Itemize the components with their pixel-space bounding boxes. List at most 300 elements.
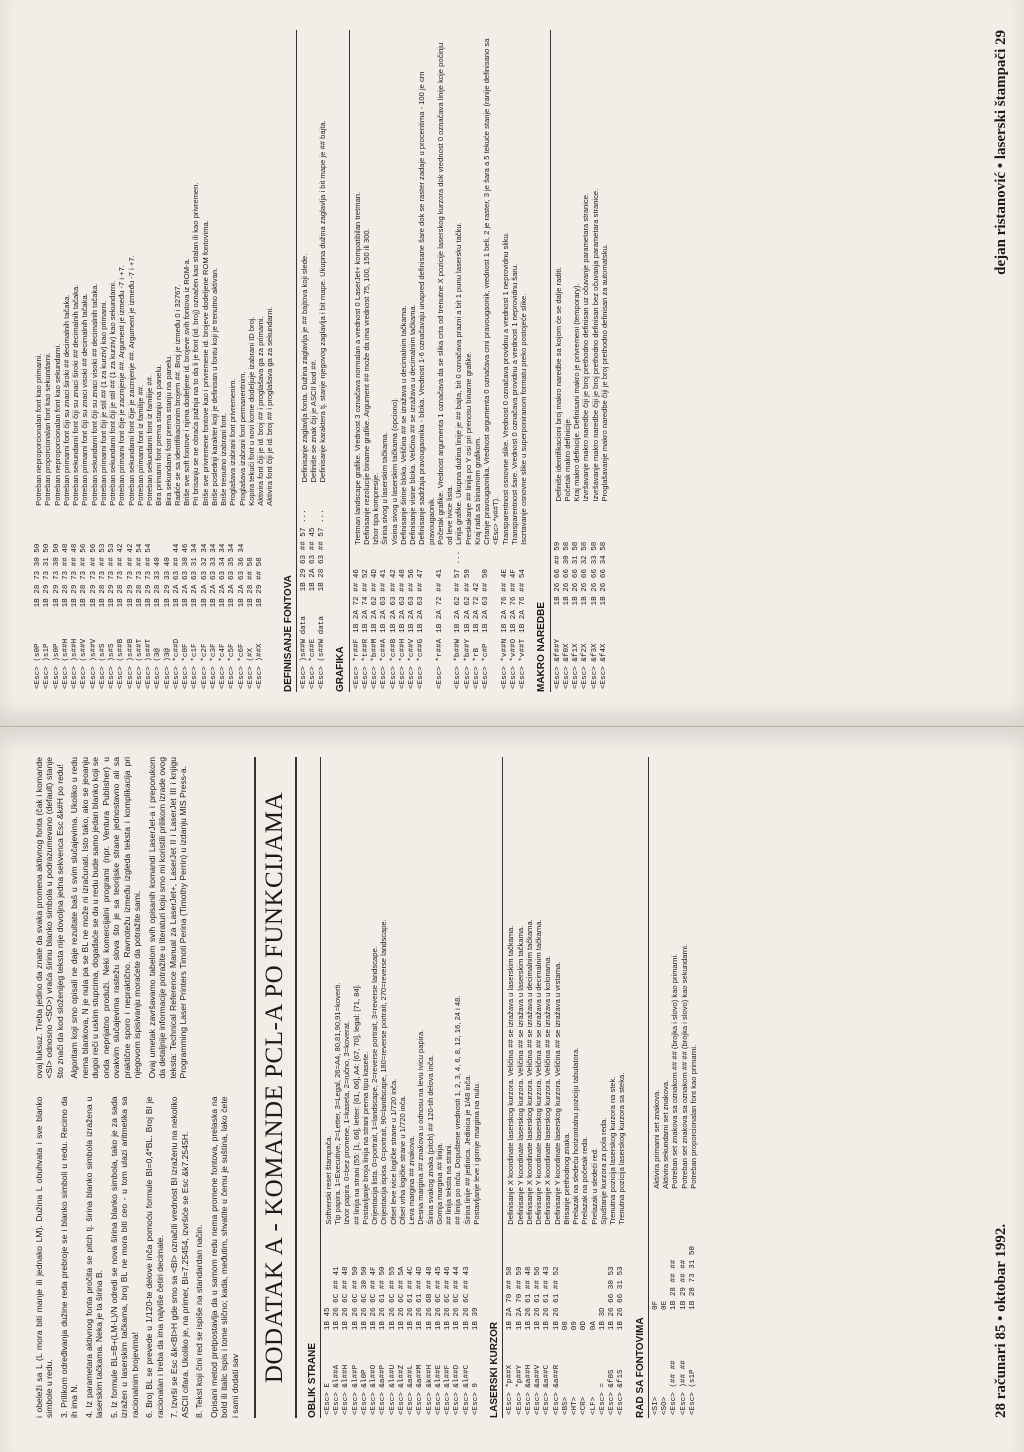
table-row (309, 30, 318, 692)
hex-code: 1B 26 61 ## 56 (534, 1266, 543, 1331)
hex-code: 1B 28 73 ## 56 (80, 543, 89, 608)
escape-sequence: <Esc> &a##L (407, 1364, 416, 1415)
left-page (0, 726, 1024, 1452)
description: Aktivira sekundarni set znakova. (661, 1079, 671, 1189)
hex-code: 1B 2A 70 ## 58 (506, 1266, 515, 1331)
table-row (562, 757, 571, 1418)
table-row (300, 30, 309, 692)
table-row (34, 30, 43, 692)
hex-code: 1B 26 6C ## 50 (351, 1266, 360, 1331)
description: Aktivira font čiji je id. broj ## i proglašava ga za sekundarni. (265, 306, 275, 506)
hex-code: 1B 26 6C ## 55 (388, 1266, 397, 1331)
hex-code: 1B 26 61 ## 4C (407, 1266, 416, 1331)
description: Početak makro definicije. (562, 417, 572, 502)
escape-sequence: <Esc> &l##H (342, 1364, 351, 1415)
hex-code: 1B 2A 63 33 34 (209, 543, 218, 608)
hex-code: 1B 2A 63 34 34 (219, 543, 227, 608)
table-row (463, 757, 472, 1418)
description: Trenutna pozicija laserskog kurzora na stek. (608, 1076, 618, 1225)
hex-code: 1B 26 6C ## 46 (444, 1266, 453, 1331)
escape-sequence: <Esc> (s##V (80, 638, 89, 689)
escape-sequence: <BS> (561, 1396, 570, 1415)
command-table (554, 30, 610, 692)
hex-code: 1B 2A 76 ## 4F (509, 569, 518, 633)
command-tables-left (307, 757, 698, 1418)
description: Potreban set znakova sa oznakom ## ## (brojka i slovo) kao sekundarni. (679, 943, 689, 1189)
section-heading: OBLIK STRANE (307, 757, 321, 1418)
escape-sequence: <Esc> &f1S (617, 1369, 626, 1415)
table-row (571, 757, 580, 1418)
escape-sequence: <Esc> *r##A (435, 638, 444, 689)
description: Definisanje sadržaja pravougaonika - bloka. Vrednost 1-6 označavaju unapred definisane šare dok se raster zadaje u procentima - 100 je crn pravougaonik. (417, 71, 436, 545)
escape-sequence: <Esc> )##X (256, 643, 264, 689)
hex-code: 1B 29 33 40 (163, 557, 172, 608)
description: Proglašava izabrani font permanentnim. (237, 371, 247, 506)
description: Izvor papira. 0=bez promene, 1=kaseta, 2=ručno, 3=koverat. (342, 1020, 352, 1225)
table-row (53, 30, 62, 692)
escape-sequence: <Esc> (s##T (135, 638, 144, 689)
hex-code: 1B 2A 72 ## 41 (435, 569, 444, 633)
escape-sequence: <Esc> )s##W data (299, 616, 308, 689)
description: Potreban primarni font čije je zacrnjenje ##. Argument je između -7 i +7. (117, 265, 127, 506)
hex-code: 1B 29 63 ## 57 ... (299, 509, 308, 592)
escape-sequence: <Esc> &f0S (608, 1369, 617, 1415)
table-row (444, 757, 453, 1418)
description: Definisanje Y koordinate laserskog kurzora. Veličina ## se izražava u vrstama. (552, 961, 562, 1225)
description: Visina sivog u laserskim tačkama (opciono). (389, 397, 399, 545)
description: Potreban neproporcionalan font kao sekundarni. (52, 343, 62, 506)
table-row (501, 30, 510, 692)
paragraph: 5. Iz formule BL=B+(LM-L)/N odredi se nova širina blanko simbola, tako je za sada izražen u laserskim tačkama, broj BL ne mora biti ceo - u tom ulazi aritmetika sa racionalnim brojevima! (108, 1096, 140, 1418)
description: Potreban primarni font iz familije ##. (135, 384, 145, 506)
hex-code: 1B 28 73 ## 54 (135, 543, 144, 608)
hex-code: 0E (661, 1300, 670, 1310)
hex-code: 1B 29 73 31 50 (43, 543, 52, 608)
hex-code: 1B 26 66 34 58 (599, 541, 608, 606)
table-row (379, 757, 388, 1418)
hex-code: 1B 2A 62 ## 57 ... (454, 550, 463, 633)
table-row (43, 30, 52, 692)
escape-sequence: <Esc> (s##H (61, 638, 70, 689)
description: ## linija teksta na strani. (444, 1143, 454, 1225)
hex-code: 1B 2A 63 35 34 (228, 543, 237, 608)
table-row (416, 757, 425, 1418)
escape-sequence: <Esc> )s##H (71, 638, 79, 689)
hex-code: 1B 26 66 ## 59 (553, 541, 562, 606)
description: Tip papira. 1=Executive, 2=Letter, 3=Legal, 26=A4, 80,81,90,91=koverti. (333, 982, 343, 1225)
hex-code: 1B 29 ## ## (679, 1259, 688, 1310)
description: Prelazak na početak reda. (580, 1136, 590, 1225)
table-row (473, 30, 482, 692)
description: Definisanje zaglavlja fonta. Dužina zaglavlja je ## bajtova koji slede. (299, 253, 309, 483)
escape-sequence: <Esc> )## ## (679, 1360, 688, 1415)
table-row (407, 757, 416, 1418)
escape-sequence: <Esc> (3@ (154, 647, 163, 689)
table-row (617, 757, 626, 1418)
hex-code: 1B 29 73 ## 54 (145, 543, 153, 608)
escape-sequence: <Esc> *c##V (408, 638, 417, 689)
description: Potreban primarni font čiji je stil ## (1 za kurziv) kao primarni. (98, 300, 108, 506)
hex-code: 1B 2A 62 ## 59 (463, 569, 472, 633)
escape-sequence: <Esc> &f##Y (553, 638, 562, 689)
escape-sequence: <Esc> &l##E (434, 1364, 443, 1415)
escape-sequence: <Esc> )s1P (43, 643, 52, 689)
section-heading: DEFINISANJE FONTOVA (283, 30, 297, 692)
description: Postavljanje broja linija na strani prema tipu kasete. (360, 1051, 370, 1225)
description: Spuštanje kurzora za pola reda. (598, 1117, 608, 1225)
table-row (453, 757, 462, 1418)
escape-sequence: <Esc> &l0P (360, 1369, 369, 1415)
description: Definisanje rezolucije binarne grafike. Argument ## može da ima vrednost 75, 100, 150 ili 300. (361, 228, 371, 545)
escape-sequence: <Esc> *c##H (398, 638, 407, 689)
hex-code: 1B 2A 63 31 34 (191, 543, 200, 608)
hex-code: 1B 26 6C ## 4F (370, 1266, 379, 1331)
hex-code: 1B 26 6C ## 43 (462, 1266, 471, 1331)
escape-sequence: <Esc> &a##R (552, 1364, 561, 1415)
table-row (590, 757, 599, 1418)
hex-code: 08 (561, 1321, 570, 1331)
description: Pri brisanju se ne obraća pažnja na to da li je font (id. broj) označen kao stalan ili kao privremen. (191, 182, 201, 506)
escape-sequence: <Esc> = (598, 1383, 607, 1415)
hex-code: 1B 26 66 31 58 (572, 541, 581, 606)
table-row (519, 30, 528, 692)
description: Definisanje Y koordinate laserskog kurzora. Veličina ## se izražava u laserskim tačkama. (515, 925, 525, 1225)
hex-code: 1B 2A 63 ## 56 (408, 569, 417, 633)
description: Aktivira primarni set znakova. (651, 1089, 661, 1189)
description: Ofset vrha logičke strane u 1/720 inča. (397, 1095, 407, 1225)
table-row (554, 30, 563, 692)
hex-code: 1B 2A 76 ## 54 (519, 569, 528, 633)
command-table (324, 757, 481, 1418)
hex-code: 1B 26 61 ## 52 (552, 1266, 561, 1331)
table-row (408, 30, 417, 692)
table-row (482, 30, 501, 692)
table-row (464, 30, 473, 692)
table-row (228, 30, 237, 692)
description: Kraj makro definicije. Definisani makro je privremeni (temporary). (572, 283, 582, 502)
escape-sequence: <Esc> )s##B (126, 638, 135, 689)
hex-code: 1B 29 73 ## 56 (89, 543, 98, 608)
description: Linija grafike. Ukupna dužina linije je ## bajta, bit 0 označava prazni a bit 1 punu lasersku tačku. (454, 222, 464, 545)
escape-sequence: <Esc> &f4X (599, 643, 608, 689)
hex-code: 1B 29 73 30 50 (52, 543, 61, 608)
table-row (689, 757, 698, 1418)
description: Širina linije ## jedinica. Jedinica je 1/48 inča. (462, 1074, 472, 1225)
table-row (247, 30, 256, 692)
description: Definisanje karaktera tj. stanje njegovog zaglavlja i bit mape. Ukupna dužina zaglavlja i bit mape je ## bajta. (318, 120, 328, 483)
table-row (108, 30, 117, 692)
table-row (154, 30, 163, 692)
hex-code: 1B 26 61 ## 43 (543, 1266, 552, 1331)
table-row (145, 30, 154, 692)
hex-code: 1B 28 73 31 50 (688, 1246, 697, 1310)
description: Orijentacija lista. 0=portrait, 1=landscape, 2=reverse portrait, 3=reverse landscape. (370, 946, 380, 1225)
hex-code: 1B 28 63 ## 57 ... (318, 509, 327, 592)
hex-code: 1B 26 6C 30 50 (360, 1266, 369, 1331)
description: Potreban primarni font čiji su znaci široki ## decimalnih tačaka. (61, 294, 71, 506)
description: ## linija po inču. Dopuštene vrednosti 1, 2, 3, 4, 6, 8, 12, 16, 24 i 48. (453, 995, 463, 1225)
escape-sequence: <Esc> *c0F (182, 643, 190, 689)
intro-text (34, 757, 244, 1418)
table-row (435, 757, 444, 1418)
description: Potreban sekundarni font čije je zacrnjenje ##. Argument je između -7 i +7. (126, 255, 136, 506)
escape-sequence: <Esc> &l##Z (397, 1364, 406, 1415)
escape-sequence: <Esc> (s#S (98, 643, 107, 689)
hex-code: 1B 29 73 ## 42 (126, 543, 135, 608)
table-row (265, 30, 274, 692)
escape-sequence: <HT> (571, 1396, 580, 1415)
table-row (361, 757, 370, 1418)
description: Proglašavanje makro naredbe čiji je broj prethodno definisan za automatsku. (599, 244, 609, 502)
escape-sequence: <CR> (580, 1396, 589, 1415)
hex-code: 0D (580, 1321, 589, 1331)
table-row (62, 30, 71, 692)
hex-code: 1B 2A 63 ## 44 (172, 543, 181, 608)
escape-sequence: <Esc> *r##F (352, 638, 361, 689)
description: Izvršavanje makro naredbe čiji je broj prethodno definisan bez očuvanja parametara stranice. (590, 188, 600, 502)
escape-sequence: <Esc> *c##A (380, 638, 389, 689)
escape-sequence: <Esc> &l##A (333, 1364, 342, 1415)
table-row (680, 757, 689, 1418)
table-row (472, 757, 481, 1418)
hex-code: 1B 26 6B ## 48 (425, 1266, 434, 1331)
page-footer-right: dejan ristanović • laserski štampači 29 (992, 30, 1009, 275)
description: Leva margina ## znakova. (407, 1135, 417, 1225)
table-row (256, 30, 265, 692)
description: Bira primarni font prema stanju na panelu. (154, 364, 164, 506)
hex-code: 1B 3D (598, 1307, 607, 1331)
table-row (399, 30, 408, 692)
escape-sequence: <Esc> (s##B (117, 638, 126, 689)
escape-sequence: <Esc> &a##H (524, 1364, 533, 1415)
escape-sequence: <Esc> &a##P (379, 1364, 388, 1415)
hex-code: 1B 2A 63 ## 48 (398, 569, 407, 633)
escape-sequence: <Esc> *c1F (191, 643, 200, 689)
table-row (436, 30, 455, 692)
table-row (608, 757, 617, 1418)
hex-code: 1B 29 73 ## 48 (71, 543, 79, 608)
escape-sequence: <Esc> &f0X (562, 643, 571, 689)
paragraph: 4. Iz parametara aktivnog fonta pročita se pitch tj. širina blanko simbola izražena u laserskim tačkama. Neka je ta širina B. (83, 1096, 105, 1418)
hex-code: 1B 2A 63 ## 50 (482, 569, 491, 633)
escape-sequence: <Esc> (#X (246, 647, 255, 689)
table-row (117, 30, 126, 692)
hex-code: 1B 2A 63 ## 45 (308, 527, 317, 592)
escape-sequence: <SI> (651, 1396, 660, 1415)
paragraph: Algoritam koji smo opisali ne daje rezultate baš u svim slučajevima. Ukoliko u redu nema blankova, N je nula pa se BL ne može ni izračunati. Isto tako, ako se jeoanju dugoi reči u uskim stupcima, događaće se da u redu bude samo jedan blanko koji se onda neprijatno produži. Neki komercijalni programi (npr. Ventura Publisher) u ovakvim slučajevima rastežu slova što je sa teorijske strane jednostavno ali sa praktične sporo i nepraktično. Ravnotežu između izgleda teksta i komplikacija pri njegovom ispisivanju moraćete da potražite sami. (69, 756, 143, 1079)
escape-sequence: <Esc> )s#S (108, 643, 116, 689)
table-row (90, 30, 99, 692)
description: Definiše identifikacioni broj makro naredbe sa kojom će se dalje raditi. (553, 266, 563, 502)
paragraph: Ovaj umetak završavamo tabelom svih opisanih komandi LaserJet-a i preporukom da detaljnije informacije potražite u literaturi koju smo mi koristili prilikom izrade ovog teksta: Technical Reference Manual za LaserJet+, LaserJet II i LaserJet III i knjigu Programming Laser Printers Timoti Perina (Timothy Perrin) u izdanju MIS Press-a. (146, 757, 189, 1079)
hex-code: 1B 26 66 30 58 (562, 541, 571, 606)
hex-code: 1B 26 6C ## 45 (434, 1266, 443, 1331)
hex-code: 1B 26 66 32 58 (581, 541, 590, 606)
table-row (210, 30, 219, 692)
table-row (670, 757, 679, 1418)
escape-sequence: <Esc> *c#P (482, 643, 491, 689)
description: Početak grafike. Vrednost argumenta 1 označava da se slika crta od trenutne X pozicije laserskog kurzora dok vrednost 0 označava linije koje počinju od leve ivice lista. (435, 42, 455, 545)
hex-code: 1B 28 ## 58 (246, 557, 255, 608)
page-footer-left: 28 računari 85 • oktobar 1992. (992, 1223, 1009, 1418)
escape-sequence: <Esc> )s0P (52, 643, 61, 689)
table-row (324, 757, 333, 1418)
escape-sequence: <Esc> *c6F (237, 643, 246, 689)
description: Potreban sekundarni font čiji su znaci visoki ## decimalnih tačaka. (89, 283, 99, 506)
table-row (370, 757, 379, 1418)
table-row (99, 30, 108, 692)
table-row (127, 30, 136, 692)
description: Potreban primarni font čiji su znaci visoki ## decimalnih tačaka. (80, 293, 90, 506)
escape-sequence: <Esc> &l##U (388, 1364, 397, 1415)
escape-sequence: <Esc> *c2F (200, 643, 209, 689)
escape-sequence: <Esc> (s0P (34, 643, 42, 689)
hex-code: 1B 26 61 ## 4D (416, 1266, 425, 1331)
escape-sequence (265, 610, 274, 692)
hex-code: 09 (571, 1321, 580, 1331)
description: Gornja margina ## linija. (434, 1142, 444, 1225)
hex-code: 1B 26 6C ## 41 (333, 1266, 342, 1331)
description: Širina svakog znaka (pitch) ## 120-tih delova inča. (425, 1055, 435, 1225)
escape-sequence: <Esc> *c3F (209, 643, 218, 689)
escape-sequence: <Esc> &l##C (462, 1364, 471, 1415)
escape-sequence: <Esc> &l##F (444, 1364, 453, 1415)
hex-code: 1B 2A 76 ## 4E (500, 569, 509, 633)
description: Tretman landscape grafike. Vrednost 3 označava normalan a vrednost 0 LaserJet+ kompatibilan tretman. (352, 191, 362, 545)
table-row (581, 30, 590, 692)
escape-sequence: <Esc> (s1P (688, 1369, 697, 1415)
hex-code: 1B 2A 63 ## 41 (380, 569, 389, 633)
description: Kopira tekući font u novi kome dodeljuje izabrani ID broj. (246, 316, 256, 506)
table-row (201, 30, 210, 692)
hex-code: 1B 2A 63 30 46 (182, 543, 190, 608)
paragraph: i obeleži sa L (L mora biti manje ili jednako LM). Dužina L obuhvata i sve blanko simbole u redu. (34, 1096, 55, 1418)
description: Definisanje X koordinate laserskog kurzora. Veličina ## se izražava u laserskim tačkama. (506, 925, 516, 1225)
hex-code: 1B 26 61 ## 50 (379, 1266, 388, 1331)
hex-code (265, 509, 274, 611)
hex-code: 0A (589, 1321, 598, 1331)
escape-sequence: <Esc> *p##X (506, 1364, 515, 1415)
hex-code: 1B 28 73 30 50 (34, 543, 42, 608)
intro-column-1 (34, 1097, 244, 1419)
hex-code: 1B 26 61 ## 48 (524, 1266, 533, 1331)
hex-code: 1B 2A 62 ## 4D (371, 569, 380, 633)
description: Bira sekundarni font prema stanju na panelu. (163, 354, 173, 506)
description: Definisanje Y koordinate laserskog kurzora. Veličina ## se izražava u decimalnim tačkama. (534, 919, 544, 1225)
escape-sequence: <Esc> &k##H (425, 1364, 434, 1415)
table-row (389, 757, 398, 1418)
description: Crtanje pravougaonika. Vrednost argumenta 0 označava crni pravougaonik, vrednost 1 beli, 2 je raster, 3 je šara a 5 tekuće stanje (ranije definisano sa <Esc> *v##T). (482, 38, 501, 545)
description: Briše trenutno izabrani font. (219, 413, 228, 506)
description: Briše sve privremene fontove kao i privremene id. brojeve dodeljene ROM fontovima. (200, 220, 210, 506)
table-row (173, 30, 182, 692)
escape-sequence: <Esc> *c##D (172, 638, 181, 689)
hex-code: 1B 26 66 33 58 (590, 541, 599, 606)
escape-sequence: <Esc> 9 (471, 1383, 480, 1415)
escape-sequence: <Esc> &f2X (581, 643, 590, 689)
table-row (454, 30, 463, 692)
escape-sequence: <Esc> (## ## (670, 1360, 679, 1415)
hex-code: 1B 28 33 40 (154, 557, 163, 608)
hex-code: 1B 26 6C ## 44 (453, 1266, 462, 1331)
hex-code: 1B 26 6C ## 5A (397, 1266, 406, 1331)
escape-sequence: <Esc> *c5F (228, 643, 237, 689)
description: Orijentacija ispisa. 0=portrait, 90=landscape, 180=reverse portrait, 270=reverse landscape. (379, 919, 389, 1225)
escape-sequence: <Esc> *c##B (389, 638, 398, 689)
table-row (362, 30, 371, 692)
table-row (71, 30, 80, 692)
table-row (333, 757, 342, 1418)
escape-sequence: <Esc> *b##Y (463, 638, 472, 689)
description: Iscrtavanje osnovne slike u superponiranom formatu preko postojeće slike. (519, 293, 529, 545)
description: Radiće se sa identifikacionim brojem ##. Broj je između 0 i 32767. (172, 284, 182, 506)
hex-code: 1B 2A 70 ## 59 (515, 1266, 524, 1331)
hex-code: 1B 2A 72 42 (472, 582, 481, 633)
table-row (516, 757, 525, 1418)
escape-sequence: <Esc> )s##V (89, 638, 98, 689)
hex-code: 1B 28 73 ## 48 (61, 543, 70, 608)
paragraph: ovaj luksuz. Treba jedino da znate da svaka promena aktivnog fonta (čak i komande <SI> odnosno <SO>) vraća širinu blanko simbola u podrazumevano (default) stanje što znači da kod složenijeg teksta nije dovoljna jedna sekvenca Esc &k#H po redu! (34, 757, 65, 1079)
escape-sequence: <Esc> *c##G (417, 638, 426, 689)
escape-sequence: <Esc> &a##V (534, 1364, 543, 1415)
hex-code: 1B 2A 63 32 34 (200, 543, 209, 608)
description: Transparentnost šare. Vrednost 0 označava providnu a vrednost 1 neprovidnu šaru. (509, 263, 519, 545)
table-row (371, 30, 380, 692)
description: Potreban sekundarni font čiji su znaci široki ## decimalnih tačaka. (71, 284, 80, 506)
description: Ofset leve ivice logičke strane u 1/720 inča. (388, 1078, 398, 1225)
command-table (506, 757, 626, 1418)
hex-code: 1B 2A 74 ## 52 (361, 569, 370, 633)
description: Potreban sekundarni font čiji je stil ## (1 za kurziv) kao sekundarni. (108, 280, 117, 506)
paragraph: 8. Tekst koji čini red se ispiše na standardan način. (194, 1224, 205, 1418)
paragraph: Opisani metod pretpostavlja da u samom redu nema promene fontova, prelaska na bold ili italic ispis i tome slično; kada, međutim, shvatite u čemu je suština, lako ćete i sami dodati sav (208, 1096, 240, 1418)
table-row (390, 30, 399, 692)
intro-column-2 (34, 757, 244, 1079)
table-row (417, 30, 436, 692)
table-row (572, 30, 581, 692)
description: Postavljanje leve i gornje margina na nulu. (471, 1082, 481, 1225)
hex-code: 1B 2A 72 ## 46 (352, 569, 361, 633)
description: Potreban neproporcionalan font kao primarni. (34, 353, 43, 506)
escape-sequence: <Esc> *c##E (308, 638, 317, 689)
table-row (352, 757, 361, 1418)
table-row (398, 757, 407, 1418)
escape-sequence: <Esc> E (323, 1383, 332, 1415)
escape-sequence: <Esc> *v##N (500, 638, 509, 689)
hex-code: 1B 28 ## ## (670, 1259, 679, 1310)
paragraph: 7. Izvrši se Esc &k<BI>H gde smo sa <BI> označili vrednost BI izraženu na nekoliko ASCII cifara. Ukoliko je, na primer, BI=7.25454, izvršiće se Esc &k7.2545H. (169, 1096, 190, 1418)
escape-sequence: <Esc> &l##O (370, 1364, 379, 1415)
table-row (191, 30, 200, 692)
paragraph: 3. Prilikom određivanja dužine reda prebroje se i blanko simboli u redu. Recimo da ih ima N. (58, 1096, 80, 1418)
table-row (164, 30, 173, 692)
description: Transparentnost osnovne slike. Vrednost 0 označava providnu a vrednost 1 neprovidnu sliku. (500, 232, 510, 545)
escape-sequence: <Esc> &a##M (416, 1364, 425, 1415)
description: Potreban proporcionalan font kao sekundarni. (43, 352, 53, 506)
table-row (506, 757, 515, 1418)
escape-sequence: <Esc> *v##O (509, 638, 518, 689)
hex-code: 1B 39 (471, 1307, 480, 1331)
table-row (219, 30, 228, 692)
description: Izvršavanje makro naredbe čiji je broj prethodno definisan uz očuvanje parametara stranice. (581, 192, 591, 502)
command-table (353, 30, 529, 692)
hex-code: 1B 2A 63 36 34 (237, 543, 246, 608)
table-row (136, 30, 145, 692)
table-row (652, 757, 661, 1418)
hex-code: 1B 26 66 30 53 (608, 1266, 617, 1331)
description: Brisanje prethodnog znaka. (561, 1132, 571, 1225)
hex-code: 1B 2A 63 ## 47 (417, 569, 426, 633)
